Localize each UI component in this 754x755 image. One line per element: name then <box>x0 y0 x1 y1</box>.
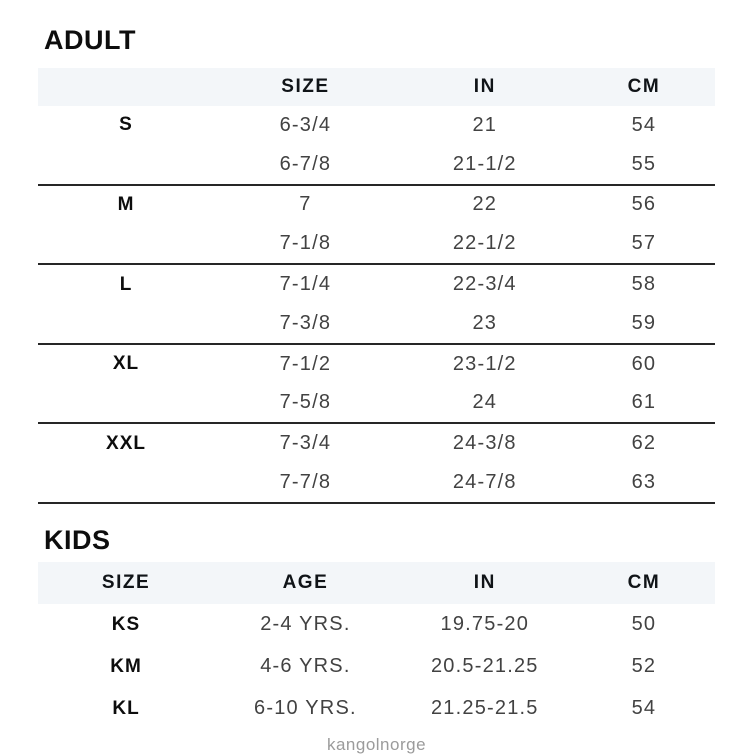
adult-group-m <box>38 186 715 266</box>
cm-value: 62 <box>631 432 657 455</box>
table-row <box>38 345 715 384</box>
table-row <box>38 145 715 184</box>
kids-size-label: KS <box>111 613 141 635</box>
hat-size-value: 7-1/2 <box>279 352 332 375</box>
adult-section-title: ADULT <box>44 25 136 55</box>
size-group-label: XXL <box>106 432 146 454</box>
kids-size-table <box>38 562 715 730</box>
cm-value: 50 <box>631 613 657 636</box>
size-chart-page <box>38 0 715 755</box>
table-row <box>38 646 715 688</box>
adult-header-in: IN <box>473 76 496 97</box>
inches-value: 21-1/2 <box>452 152 517 175</box>
inches-value: 24-7/8 <box>452 471 517 494</box>
cm-value: 61 <box>631 391 657 414</box>
kids-header-cm: CM <box>627 571 661 593</box>
table-row <box>38 265 715 304</box>
adult-group-xl <box>38 345 715 425</box>
table-row <box>38 224 715 263</box>
table-row <box>38 463 715 502</box>
brand-watermark: kangolnorge <box>326 734 427 754</box>
inches-value: 23-1/2 <box>452 352 517 375</box>
adult-group-s <box>38 106 715 186</box>
cm-value: 54 <box>631 113 657 136</box>
kids-header-age: AGE <box>282 571 329 593</box>
table-row <box>38 424 715 463</box>
adult-header-size: SIZE <box>281 76 330 97</box>
age-value: 4-6 YRS. <box>260 655 351 678</box>
kids-size-label: KL <box>112 697 140 719</box>
cm-value: 60 <box>631 352 657 375</box>
hat-size-value: 7 <box>299 193 312 216</box>
cm-value: 56 <box>631 193 657 216</box>
kids-header-in: IN <box>473 571 496 593</box>
age-value: 6-10 YRS. <box>254 697 357 720</box>
hat-size-value: 6-3/4 <box>279 113 332 136</box>
kids-header-size: SIZE <box>101 571 151 593</box>
size-group-label: L <box>119 273 133 295</box>
inches-value: 24-3/8 <box>452 432 517 455</box>
size-group-label: M <box>117 193 135 215</box>
table-row <box>38 604 715 646</box>
hat-size-value: 7-1/8 <box>279 232 332 255</box>
kids-table-header-row <box>38 562 715 604</box>
inches-value: 22-3/4 <box>452 273 517 296</box>
cm-value: 55 <box>631 152 657 175</box>
inches-value: 23 <box>472 311 498 334</box>
table-row <box>38 688 715 730</box>
cm-value: 52 <box>631 655 657 678</box>
adult-group-xxl <box>38 424 715 504</box>
cm-value: 63 <box>631 471 657 494</box>
inches-value: 20.5-21.25 <box>430 655 539 678</box>
size-group-label: S <box>119 114 133 136</box>
cm-value: 57 <box>631 232 657 255</box>
kids-section-title: KIDS <box>44 524 111 555</box>
age-value: 2-4 YRS. <box>260 613 351 636</box>
hat-size-value: 6-7/8 <box>279 152 332 175</box>
size-group-label: XL <box>112 353 140 375</box>
adult-table-header-row <box>38 68 715 106</box>
hat-size-value: 7-3/4 <box>279 432 332 455</box>
adult-header-cm: CM <box>627 76 661 97</box>
adult-size-table <box>38 68 715 504</box>
cm-value: 54 <box>631 697 657 720</box>
hat-size-value: 7-3/8 <box>279 311 332 334</box>
kids-size-label: KM <box>110 655 142 677</box>
table-row <box>38 304 715 343</box>
hat-size-value: 7-5/8 <box>279 391 332 414</box>
inches-value: 24 <box>472 391 498 414</box>
cm-value: 59 <box>631 311 657 334</box>
adult-group-l <box>38 265 715 345</box>
inches-value: 22 <box>472 193 498 216</box>
hat-size-value: 7-7/8 <box>279 471 332 494</box>
inches-value: 19.75-20 <box>440 613 530 636</box>
table-row <box>38 106 715 145</box>
table-row <box>38 186 715 225</box>
inches-value: 21.25-21.5 <box>430 697 539 720</box>
hat-size-value: 7-1/4 <box>279 273 332 296</box>
table-row <box>38 384 715 423</box>
inches-value: 22-1/2 <box>452 232 517 255</box>
cm-value: 58 <box>631 273 657 296</box>
inches-value: 21 <box>472 113 498 136</box>
